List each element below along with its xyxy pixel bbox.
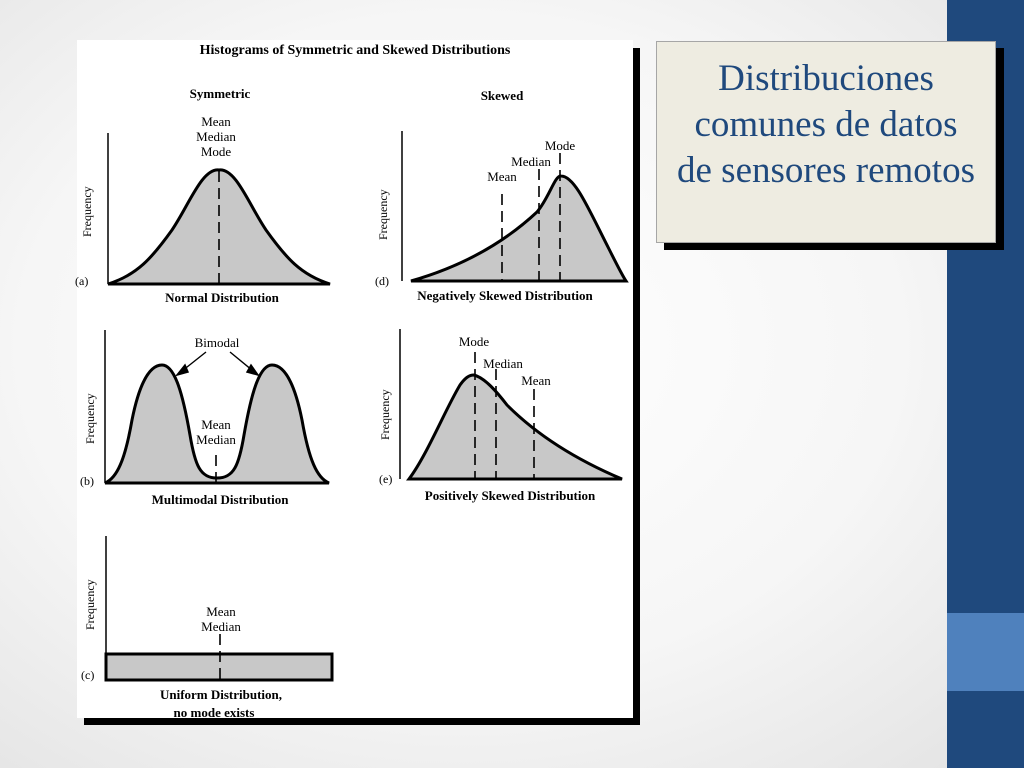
median-label: Median xyxy=(511,154,551,169)
mode-label: Mode xyxy=(544,138,576,153)
panel-letter: (c) xyxy=(81,668,95,682)
panel-letter: (a) xyxy=(75,274,89,288)
bimodal-label: Bimodal xyxy=(194,335,240,350)
panel-caption: Negatively Skewed Distribution xyxy=(417,288,593,303)
frequency-label: Frequency xyxy=(376,189,390,240)
panel-normal xyxy=(75,114,330,305)
positive-skew-curve xyxy=(409,375,622,479)
figure-svg xyxy=(77,40,633,718)
arrowhead-icon xyxy=(177,365,188,375)
panel-caption-line-1: Uniform Distribution, xyxy=(159,687,283,702)
figure-title: Histograms of Symmetric and Skewed Distributions xyxy=(199,43,511,58)
median-label: Median xyxy=(196,129,236,144)
panel-uniform xyxy=(81,536,332,720)
title-line-3: de sensores remotos xyxy=(677,150,975,191)
panel-caption-line-2: no mode exists xyxy=(173,705,255,720)
skewed-header: Skewed xyxy=(480,88,524,103)
uniform-bar xyxy=(106,654,332,680)
slide-title xyxy=(677,56,975,194)
mean-label: Mean xyxy=(201,417,231,432)
panel-multimodal xyxy=(80,330,329,507)
mean-label: Mean xyxy=(487,169,517,184)
mean-label: Mean xyxy=(521,373,551,388)
distribution-figure xyxy=(77,40,633,718)
symmetric-header: Symmetric xyxy=(189,86,251,101)
mean-label: Mean xyxy=(206,604,236,619)
panel-caption: Multimodal Distribution xyxy=(151,492,289,507)
negative-skew-curve xyxy=(411,176,626,281)
panel-negatively-skewed xyxy=(375,131,626,303)
frequency-label: Frequency xyxy=(378,389,392,440)
title-line-2: comunes de datos xyxy=(694,104,958,145)
panel-letter: (d) xyxy=(375,274,389,288)
frequency-label: Frequency xyxy=(83,393,97,444)
title-line-1: Distribuciones xyxy=(718,58,934,99)
title-box xyxy=(656,41,996,243)
mean-label: Mean xyxy=(201,114,231,129)
mode-label: Mode xyxy=(200,144,232,159)
frequency-label: Frequency xyxy=(80,186,94,237)
panel-caption: Positively Skewed Distribution xyxy=(424,488,596,503)
side-band-accent xyxy=(947,613,1024,691)
median-label: Median xyxy=(483,356,523,371)
panel-positively-skewed xyxy=(378,329,622,503)
median-label: Median xyxy=(201,619,241,634)
panel-letter: (e) xyxy=(379,472,393,486)
frequency-label: Frequency xyxy=(83,579,97,630)
mode-label: Mode xyxy=(458,334,490,349)
panel-letter: (b) xyxy=(80,474,94,488)
median-label: Median xyxy=(196,432,236,447)
panel-caption: Normal Distribution xyxy=(165,290,279,305)
